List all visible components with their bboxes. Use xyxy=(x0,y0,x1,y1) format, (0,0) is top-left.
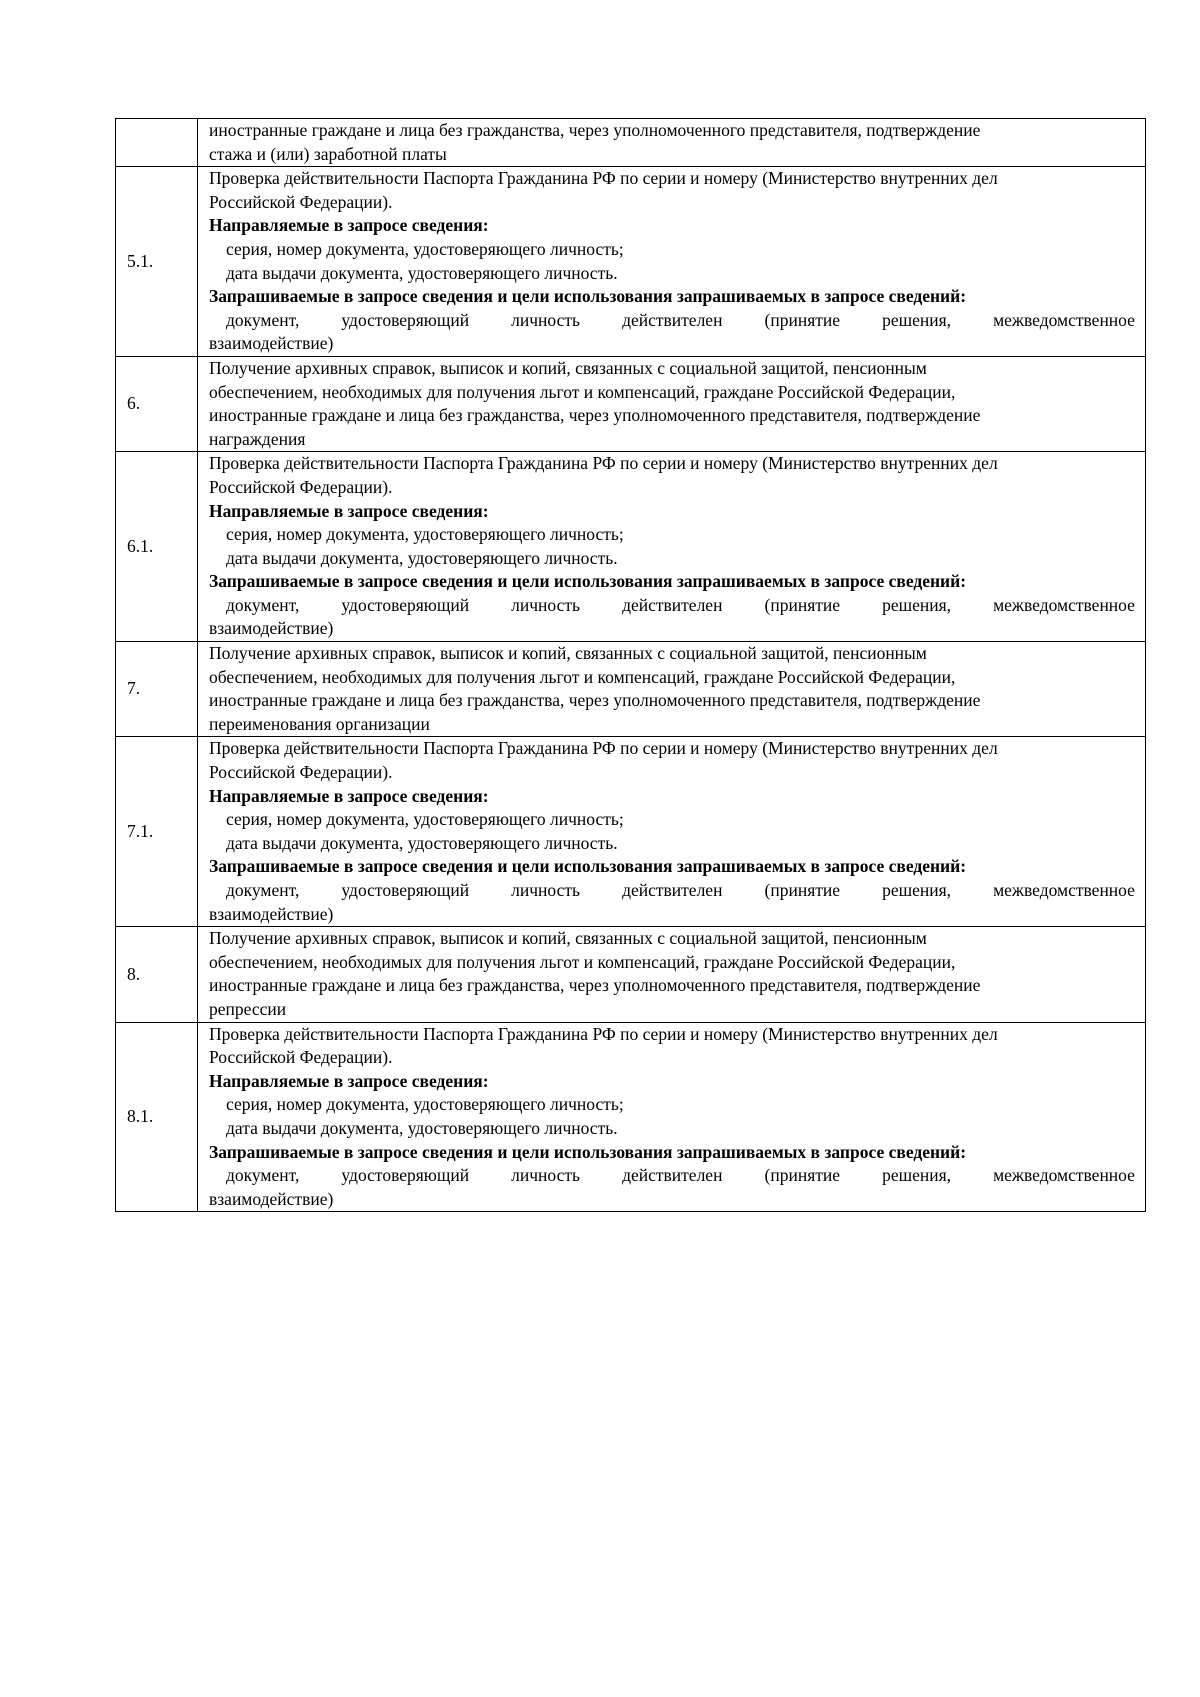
service-description-line: обеспечением, необходимых для получения льгот и компенсаций, граждане Российской Федерации, xyxy=(209,381,956,402)
service-description-line: обеспечением, необходимых для получения льгот и компенсаций, граждане Российской Федерации, xyxy=(209,666,956,687)
sent-info-item: серия, номер документа, удостоверяющего личность; xyxy=(226,1094,624,1115)
requested-info-word: (принятие xyxy=(764,309,841,330)
requested-info-word: межведомственное xyxy=(993,594,1135,615)
requested-info-word: (принятие xyxy=(764,1165,841,1186)
row-content xyxy=(198,356,1146,451)
requested-info-word: решения, xyxy=(882,309,952,330)
requested-info-heading: Запрашиваемые в запросе сведения и цели использования запрашиваемых в запросе сведений: xyxy=(209,571,967,592)
table-row xyxy=(116,642,1146,737)
check-description-line: Российской Федерации). xyxy=(209,762,393,783)
sent-info-heading: Направляемые в запросе сведения: xyxy=(209,785,489,806)
service-description-line: обеспечением, необходимых для получения льгот и компенсаций, граждане Российской Федерации, xyxy=(209,951,956,972)
sent-info-item: дата выдачи документа, удостоверяющего личность. xyxy=(226,1117,618,1138)
requested-info-item-tail: взаимодействие) xyxy=(209,903,334,924)
requested-info-item-tail: взаимодействие) xyxy=(209,618,334,639)
row-number: 8. xyxy=(116,927,198,1022)
service-description-line: Получение архивных справок, выписок и копий, связанных с социальной защитой, пенсионным xyxy=(209,928,927,949)
requested-info-word: удостоверяющий xyxy=(341,309,470,330)
requested-info-word: действителен xyxy=(622,880,723,900)
check-description-line: Российской Федерации). xyxy=(209,1047,393,1068)
table-row xyxy=(116,927,1146,1022)
requested-info-word: документ, xyxy=(226,880,300,900)
sent-info-item: серия, номер документа, удостоверяющего личность; xyxy=(226,238,624,259)
service-description-line: Получение архивных справок, выписок и копий, связанных с социальной защитой, пенсионным xyxy=(209,643,927,664)
table-row xyxy=(116,1022,1146,1212)
requested-info-word: личность xyxy=(511,594,581,615)
check-description-line: Проверка действительности Паспорта Гражданина РФ по серии и номеру (Министерство внутренних дел xyxy=(209,738,998,759)
services-table xyxy=(115,118,1146,1212)
requested-info-word: удостоверяющий xyxy=(341,1165,470,1186)
table-row xyxy=(116,737,1146,927)
sent-info-item: дата выдачи документа, удостоверяющего личность. xyxy=(226,832,618,853)
table-row xyxy=(116,452,1146,642)
row-number: 8.1. xyxy=(116,1022,198,1212)
service-description-line: иностранные граждане и лица без гражданства, через уполномоченного представителя, подтверждение xyxy=(209,975,981,996)
requested-info-word: (принятие xyxy=(764,594,841,615)
sent-info-item: дата выдачи документа, удостоверяющего личность. xyxy=(226,547,618,568)
requested-info-word: межведомственное xyxy=(993,309,1135,330)
requested-info-item xyxy=(209,879,1135,903)
row-content xyxy=(198,119,1146,167)
check-description-line: Проверка действительности Паспорта Гражданина РФ по серии и номеру (Министерство внутренних дел xyxy=(209,453,998,474)
service-description-line: иностранные граждане и лица без гражданства, через уполномоченного представителя, подтверждение xyxy=(209,120,981,140)
row-content xyxy=(198,927,1146,1022)
requested-info-item xyxy=(209,309,1135,333)
table-row xyxy=(116,167,1146,357)
row-content xyxy=(198,452,1146,642)
requested-info-item-tail: взаимодействие) xyxy=(209,333,334,354)
row-number: 6.1. xyxy=(116,452,198,642)
requested-info-word: действителен xyxy=(622,309,723,330)
table-row xyxy=(116,119,1146,167)
requested-info-word: удостоверяющий xyxy=(341,880,470,900)
row-content xyxy=(198,737,1146,927)
row-number: 7. xyxy=(116,642,198,737)
requested-info-word: (принятие xyxy=(764,880,841,900)
sent-info-heading: Направляемые в запросе сведения: xyxy=(209,215,489,236)
requested-info-heading: Запрашиваемые в запросе сведения и цели использования запрашиваемых в запросе сведений: xyxy=(209,1141,967,1162)
requested-info-item xyxy=(209,1164,1135,1188)
service-description-line: иностранные граждане и лица без гражданства, через уполномоченного представителя, подтверждение xyxy=(209,690,981,711)
requested-info-word: документ, xyxy=(226,1165,300,1186)
requested-info-heading: Запрашиваемые в запросе сведения и цели использования запрашиваемых в запросе сведений: xyxy=(209,856,967,877)
requested-info-word: действителен xyxy=(622,1165,723,1186)
service-description-line: награждения xyxy=(209,428,306,449)
sent-info-heading: Направляемые в запросе сведения: xyxy=(209,500,489,521)
requested-info-word: решения, xyxy=(882,594,952,615)
row-number xyxy=(116,119,198,167)
row-content xyxy=(198,642,1146,737)
service-description-line: иностранные граждане и лица без гражданства, через уполномоченного представителя, подтверждение xyxy=(209,405,981,426)
table-body xyxy=(116,119,1146,1212)
requested-info-word: личность xyxy=(511,880,581,900)
check-description-line: Российской Федерации). xyxy=(209,476,393,497)
requested-info-item xyxy=(209,594,1135,618)
table-row xyxy=(116,356,1146,451)
service-description-line: репрессии xyxy=(209,998,287,1019)
sent-info-heading: Направляемые в запросе сведения: xyxy=(209,1070,489,1091)
sent-info-item: серия, номер документа, удостоверяющего личность; xyxy=(226,809,624,830)
requested-info-word: межведомственное xyxy=(993,1165,1135,1186)
requested-info-word: действителен xyxy=(622,594,723,615)
check-description-line: Российской Федерации). xyxy=(209,191,393,212)
check-description-line: Проверка действительности Паспорта Гражданина РФ по серии и номеру (Министерство внутренних дел xyxy=(209,1023,998,1044)
row-number: 7.1. xyxy=(116,737,198,927)
service-description-line: стажа и (или) заработной платы xyxy=(209,143,447,164)
requested-info-word: личность xyxy=(511,1165,581,1186)
row-number: 5.1. xyxy=(116,167,198,357)
sent-info-item: дата выдачи документа, удостоверяющего личность. xyxy=(226,262,618,283)
requested-info-word: решения, xyxy=(882,1165,952,1186)
row-content xyxy=(198,1022,1146,1212)
requested-info-word: решения, xyxy=(882,880,952,900)
requested-info-word: удостоверяющий xyxy=(341,594,470,615)
row-content xyxy=(198,167,1146,357)
check-description-line: Проверка действительности Паспорта Гражданина РФ по серии и номеру (Министерство внутренних дел xyxy=(209,168,998,189)
service-description-line: переименования организации xyxy=(209,713,430,734)
requested-info-item-tail: взаимодействие) xyxy=(209,1188,334,1209)
row-number: 6. xyxy=(116,356,198,451)
requested-info-word: документ, xyxy=(226,309,300,330)
requested-info-word: личность xyxy=(511,309,581,330)
requested-info-word: документ, xyxy=(226,594,300,615)
sent-info-item: серия, номер документа, удостоверяющего личность; xyxy=(226,524,624,545)
requested-info-heading: Запрашиваемые в запросе сведения и цели использования запрашиваемых в запросе сведений: xyxy=(209,286,967,307)
service-description-line: Получение архивных справок, выписок и копий, связанных с социальной защитой, пенсионным xyxy=(209,357,927,378)
requested-info-word: межведомственное xyxy=(993,880,1135,900)
